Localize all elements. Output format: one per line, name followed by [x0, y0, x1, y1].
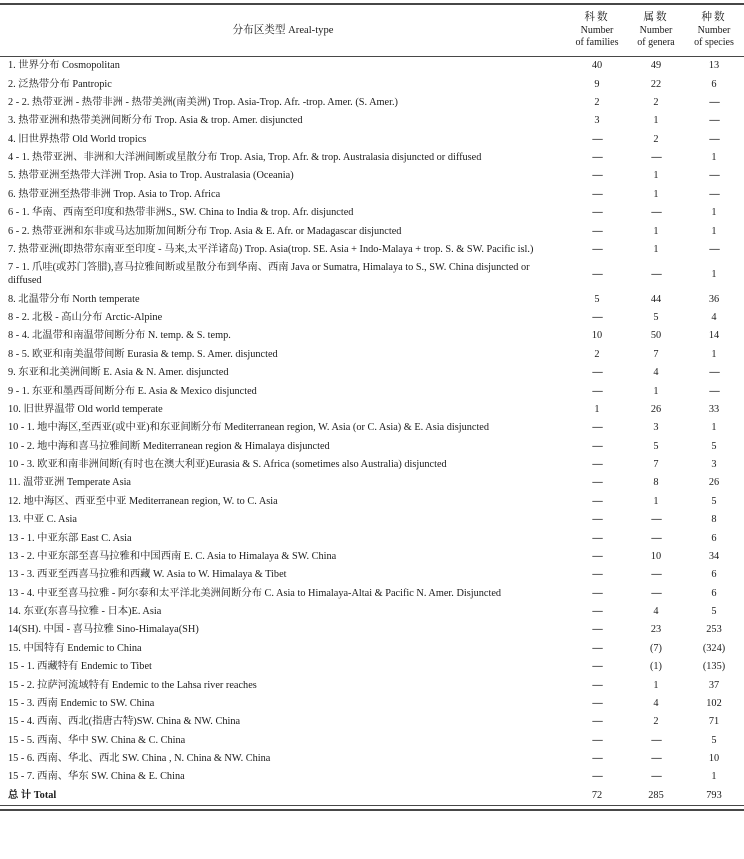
- species-value: 36: [708, 293, 720, 305]
- species-value: 5: [711, 495, 717, 507]
- areal-type-label: 10. 旧世界温带 Old world temperate: [8, 403, 163, 415]
- species-value: —: [709, 133, 719, 145]
- areal-type-label: 2 - 2. 热带亚洲 - 热带非洲 - 热带美洲(南美洲) Trop. Asia-Trop. Afr. -trop. Amer. (S. Amer.): [8, 96, 398, 108]
- table-row: [0, 713, 744, 731]
- table-row: [0, 308, 744, 326]
- families-value: —: [592, 587, 602, 599]
- genera-value: —: [651, 207, 661, 219]
- total-label: 总 计 Total: [8, 789, 57, 801]
- areal-type-label: 6 - 1. 华南、西南至印度和热带非洲S., SW. China to India & trop. Afr. disjuncted: [8, 207, 354, 219]
- areal-type-label: 13 - 3. 西亚至西喜马拉雅和西藏 W. Asia to W. Himalaya & Tibet: [8, 569, 287, 581]
- species-value: 5: [711, 440, 717, 452]
- genera-value: 1: [653, 225, 659, 237]
- species-value: 4: [711, 312, 717, 324]
- table-row: [0, 621, 744, 639]
- families-value: —: [592, 624, 602, 636]
- table-row: [0, 167, 744, 185]
- areal-type-label: 13 - 1. 中亚东部 East C. Asia: [8, 532, 132, 544]
- species-value: 6: [711, 569, 717, 581]
- families-header-en2: of families: [575, 37, 619, 48]
- families-value: —: [592, 697, 602, 709]
- areal-type-label: 11. 温带亚洲 Temperate Asia: [8, 477, 132, 489]
- families-value: —: [592, 170, 602, 182]
- areal-type-label: 3. 热带亚洲和热带美洲间断分布 Trop. Asia & trop. Amer. disjuncted: [8, 115, 303, 127]
- species-value: 1: [711, 152, 717, 164]
- families-value: —: [592, 569, 602, 581]
- genera-header-zh: 属数: [643, 12, 669, 23]
- table-row: [0, 204, 744, 222]
- total-families-value: 72: [591, 789, 603, 801]
- families-value: —: [592, 188, 602, 200]
- table-row: [0, 327, 744, 345]
- genera-value: 4: [653, 367, 659, 379]
- areal-type-label: 13 - 2. 中亚东部至喜马拉雅和中国西南 E. C. Asia to Himalaya & SW. China: [8, 550, 337, 562]
- areal-type-label: 8 - 2. 北极 - 高山分布 Arctic-Alpine: [8, 312, 163, 324]
- species-value: (135): [702, 661, 726, 673]
- table-row: [0, 345, 744, 363]
- areal-type-label: 1. 世界分布 Cosmopolitan: [8, 60, 120, 72]
- areal-type-label: 8. 北温带分布 North temperate: [8, 293, 140, 305]
- species-value: (324): [702, 642, 726, 654]
- species-header-en2: of species: [694, 37, 734, 48]
- species-value: 8: [711, 514, 717, 526]
- species-value: —: [709, 115, 719, 127]
- table-row: [0, 694, 744, 712]
- families-value: —: [592, 367, 602, 379]
- families-value: —: [592, 495, 602, 507]
- genera-value: —: [651, 514, 661, 526]
- table-row: [0, 676, 744, 694]
- areal-type-label: 15 - 5. 西南、华中 SW. China & C. China: [8, 734, 186, 746]
- areal-type-label: 14. 东亚(东喜马拉雅 - 日本)E. Asia: [8, 606, 162, 618]
- genera-header-en1: Number: [639, 24, 673, 36]
- species-value: —: [709, 96, 719, 108]
- genera-value: 1: [653, 243, 659, 255]
- table-row: [0, 474, 744, 492]
- species-value: —: [709, 367, 719, 379]
- genera-value: 1: [653, 115, 659, 127]
- areal-type-label: 7. 热带亚洲(即热带东南亚至印度 - 马来,太平洋诸岛) Trop. Asia(trop. SE. Asia + Indo-Malaya + trop. S. & SW. Pacific isl.): [8, 243, 534, 255]
- table-row: [0, 93, 744, 111]
- areal-type-label: 9 - 1. 东亚和墨西哥间断分布 E. Asia & Mexico disjuncted: [8, 385, 257, 397]
- families-value: —: [592, 312, 602, 324]
- families-value: —: [592, 459, 602, 471]
- families-value: —: [592, 133, 602, 145]
- areal-type-label: 14(SH). 中国 - 喜马拉雅 Sino-Himalaya(SH): [8, 624, 199, 636]
- genera-value: 49: [650, 60, 662, 72]
- genera-value: —: [651, 532, 661, 544]
- areal-type-label: 10 - 2. 地中海和喜马拉雅间断 Mediterranean region & Himalaya disjuncted: [8, 440, 330, 452]
- genera-value: 2: [653, 716, 659, 728]
- species-value: 253: [706, 624, 722, 636]
- species-value: 37: [708, 679, 720, 691]
- genera-value: 1: [653, 385, 659, 397]
- table-row: [0, 639, 744, 657]
- table-row: [0, 400, 744, 418]
- genera-value: 3: [653, 422, 659, 434]
- areal-type-label: 10 - 3. 欧亚和南非洲间断(有时也在澳大利亚)Eurasia & S. Africa (sometimes also Australia) disjuncted: [8, 459, 447, 471]
- families-value: —: [592, 679, 602, 691]
- families-value: —: [592, 716, 602, 728]
- families-value: 2: [594, 96, 600, 108]
- genera-value: 50: [650, 330, 662, 342]
- genera-value: 26: [650, 403, 662, 415]
- species-value: —: [709, 243, 719, 255]
- genera-value: —: [651, 771, 661, 783]
- species-value: 3: [711, 459, 717, 471]
- table-row: [0, 130, 744, 148]
- areal-type-label: 7 - 1. 爪哇(或苏门答腊),喜马拉雅间断或星散分布到华南、西南 Java or Sumatra, Himalaya to S., SW. China disjuncted or diffused: [8, 262, 530, 287]
- genera-header-en2: of genera: [637, 37, 675, 48]
- table-row: [0, 768, 744, 786]
- species-value: 6: [711, 78, 717, 90]
- table-row: [0, 148, 744, 166]
- table-header: [0, 4, 744, 56]
- areal-type-label: 6 - 2. 热带亚洲和东非或马达加斯加间断分布 Trop. Asia & E. Afr. or Madagascar disjuncted: [8, 225, 402, 237]
- areal-type-label: 4. 旧世界热带 Old World tropics: [8, 133, 147, 145]
- species-value: —: [709, 385, 719, 397]
- table-bottom-rule: [0, 809, 744, 811]
- table-row: [0, 749, 744, 767]
- table-row: [0, 658, 744, 676]
- species-value: 1: [711, 771, 717, 783]
- species-value: 13: [708, 60, 720, 72]
- families-value: —: [592, 422, 602, 434]
- families-value: —: [592, 771, 602, 783]
- species-value: 33: [708, 403, 720, 415]
- genera-value: —: [651, 587, 661, 599]
- genera-value: (1): [649, 661, 662, 673]
- areal-type-label: 15 - 2. 拉萨河流域特有 Endemic to the Lahsa river reaches: [8, 679, 257, 691]
- genera-value: 2: [653, 96, 659, 108]
- families-value: 10: [591, 330, 603, 342]
- families-value: 40: [591, 60, 603, 72]
- species-column-header: [684, 4, 744, 56]
- areal-type-column-header: 分布区类型 Areal-type: [232, 24, 334, 36]
- genera-value: —: [651, 268, 661, 280]
- species-value: 14: [708, 330, 720, 342]
- genera-value: 1: [653, 188, 659, 200]
- genera-value: 1: [653, 170, 659, 182]
- table-row: [0, 382, 744, 400]
- species-header-zh: 种数: [701, 12, 727, 23]
- genera-value: 4: [653, 606, 659, 618]
- genera-value: 10: [650, 550, 662, 562]
- families-value: —: [592, 661, 602, 673]
- species-value: —: [709, 188, 719, 200]
- areal-type-label: 8 - 5. 欧亚和南美温带间断 Eurasia & temp. S. Amer. disjuncted: [8, 348, 278, 360]
- areal-type-label: 12. 地中海区、西亚至中亚 Mediterranean region, W. to C. Asia: [8, 495, 278, 507]
- species-value: 1: [711, 268, 717, 280]
- total-species-value: 793: [706, 789, 722, 801]
- areal-type-label: 13. 中亚 C. Asia: [8, 514, 77, 526]
- families-column-header: [566, 4, 628, 56]
- families-value: —: [592, 477, 602, 489]
- table-row: [0, 584, 744, 602]
- areal-type-label: 15. 中国特有 Endemic to China: [8, 642, 142, 654]
- genera-value: 22: [650, 78, 662, 90]
- species-value: —: [709, 170, 719, 182]
- genera-value: 5: [653, 312, 659, 324]
- species-value: 102: [706, 697, 722, 709]
- species-value: 1: [711, 422, 717, 434]
- species-value: 1: [711, 348, 717, 360]
- table-row: [0, 240, 744, 258]
- areal-type-label: 6. 热带亚洲至热带非洲 Trop. Asia to Trop. Africa: [8, 188, 221, 200]
- table-row: [0, 364, 744, 382]
- areal-type-label: 15 - 6. 西南、华北、西北 SW. China , N. China & NW. China: [8, 753, 271, 765]
- genera-column-header: [628, 4, 684, 56]
- families-value: —: [592, 642, 602, 654]
- species-value: 1: [711, 225, 717, 237]
- species-value: 34: [708, 550, 720, 562]
- families-value: 2: [594, 348, 600, 360]
- table-body: [0, 56, 744, 786]
- families-value: 3: [594, 115, 600, 127]
- families-value: —: [592, 440, 602, 452]
- species-value: 6: [711, 587, 717, 599]
- table-row: [0, 185, 744, 203]
- table-row: [0, 547, 744, 565]
- genera-value: —: [651, 152, 661, 164]
- species-value: 5: [711, 734, 717, 746]
- genera-value: 1: [653, 679, 659, 691]
- genera-value: (7): [649, 642, 662, 654]
- table-row: [0, 731, 744, 749]
- table-row: [0, 56, 744, 75]
- families-value: —: [592, 606, 602, 618]
- table-row: [0, 492, 744, 510]
- table-row: [0, 222, 744, 240]
- families-value: —: [592, 243, 602, 255]
- genera-value: —: [651, 753, 661, 765]
- genera-value: 5: [653, 440, 659, 452]
- table-row: [0, 290, 744, 308]
- families-value: 9: [594, 78, 600, 90]
- areal-type-label: 4 - 1. 热带亚洲、非洲和大洋洲间断或星散分布 Trop. Asia, Trop. Afr. & trop. Australasia disjuncted or diffused: [8, 152, 482, 164]
- areal-type-label: 2. 泛热带分布 Pantropic: [8, 78, 112, 90]
- table-row: [0, 566, 744, 584]
- genera-value: 4: [653, 697, 659, 709]
- species-value: 6: [711, 532, 717, 544]
- genera-value: 23: [650, 624, 662, 636]
- species-header-en1: Number: [697, 24, 731, 36]
- areal-type-label: 5. 热带亚洲至热带大洋洲 Trop. Asia to Trop. Australasia (Oceania): [8, 170, 294, 182]
- areal-type-table: [0, 3, 744, 806]
- families-value: —: [592, 550, 602, 562]
- families-value: —: [592, 532, 602, 544]
- species-value: 10: [708, 753, 720, 765]
- families-value: —: [592, 385, 602, 397]
- families-value: —: [592, 225, 602, 237]
- table-row: [0, 511, 744, 529]
- areal-type-label: 9. 东亚和北美洲间断 E. Asia & N. Amer. disjuncted: [8, 367, 229, 379]
- genera-value: 8: [653, 477, 659, 489]
- genera-value: 7: [653, 348, 659, 360]
- genera-value: 2: [653, 133, 659, 145]
- families-value: —: [592, 207, 602, 219]
- table-row: [0, 112, 744, 130]
- families-value: —: [592, 753, 602, 765]
- families-header-en1: Number: [580, 24, 614, 36]
- table-row: [0, 602, 744, 620]
- areal-type-label: 10 - 1. 地中海区,至西亚(或中亚)和东亚间断分布 Mediterranean region, W. Asia (or C. Asia) & E. Asia disjuncted: [8, 422, 490, 434]
- areal-type-label: 8 - 4. 北温带和南温带间断分布 N. temp. & S. temp.: [8, 330, 231, 342]
- table-row: [0, 455, 744, 473]
- table-row: [0, 437, 744, 455]
- areal-type-label: 15 - 4. 西南、西北(指唐古特)SW. China & NW. China: [8, 716, 241, 728]
- total-genera-value: 285: [648, 789, 664, 801]
- table-row: [0, 259, 744, 290]
- families-value: —: [592, 152, 602, 164]
- genera-value: —: [651, 734, 661, 746]
- table-row: [0, 529, 744, 547]
- species-value: 71: [708, 716, 720, 728]
- genera-value: 7: [653, 459, 659, 471]
- table-footer: [0, 786, 744, 805]
- families-value: —: [592, 734, 602, 746]
- genera-value: 44: [650, 293, 662, 305]
- families-value: —: [592, 514, 602, 526]
- families-header-zh: 科数: [584, 12, 610, 23]
- species-value: 5: [711, 606, 717, 618]
- species-value: 26: [708, 477, 720, 489]
- areal-type-label: 15 - 7. 西南、华东 SW. China & E. China: [8, 771, 185, 783]
- areal-type-label: 13 - 4. 中亚至喜马拉雅 - 阿尔泰和太平洋北美洲间断分布 C. Asia to Himalaya-Altai & Pacific N. Amer. Disjuncted: [8, 587, 502, 599]
- header-row: [0, 4, 744, 56]
- table-row: [0, 75, 744, 93]
- species-value: 1: [711, 207, 717, 219]
- table-row: [0, 419, 744, 437]
- genera-value: 1: [653, 495, 659, 507]
- families-value: 1: [594, 403, 600, 415]
- genera-value: —: [651, 569, 661, 581]
- families-value: —: [592, 268, 602, 280]
- areal-type-label: 15 - 3. 西南 Endemic to SW. China: [8, 697, 155, 709]
- families-value: 5: [594, 293, 600, 305]
- total-row: [0, 786, 744, 805]
- areal-type-label: 15 - 1. 西藏特有 Endemic to Tibet: [8, 661, 152, 673]
